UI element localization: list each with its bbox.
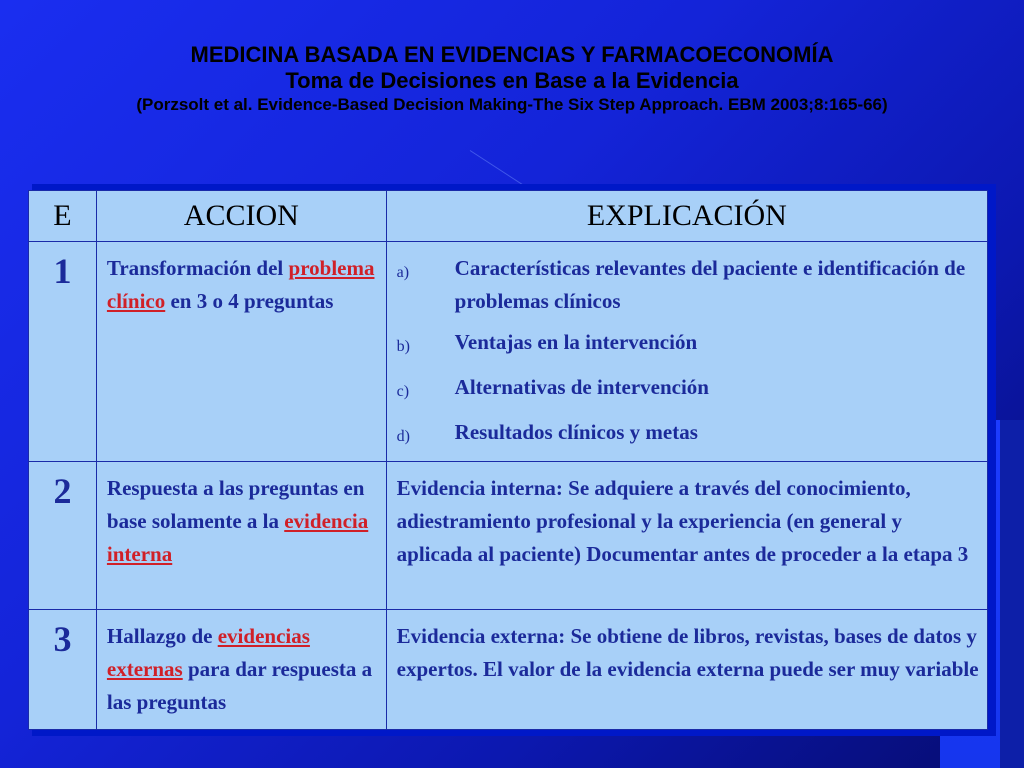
list-marker: c) bbox=[396, 383, 410, 400]
step-accion bbox=[96, 610, 386, 730]
slide-title: MEDICINA BASADA EN EVIDENCIAS Y FARMACOECONOMÍA bbox=[190, 42, 834, 67]
list-item bbox=[397, 371, 979, 408]
header-explicacion: EXPLICACIÓN bbox=[386, 191, 987, 242]
accion-text: Hallazgo de bbox=[106, 624, 218, 648]
step-number: 1 bbox=[29, 242, 97, 462]
steps-table bbox=[28, 190, 988, 730]
list-marker: a) bbox=[396, 264, 410, 281]
list-text: Alternativas de intervención bbox=[454, 375, 709, 399]
step-explicacion: Evidencia externa: Se obtiene de libros, revistas, bases de datos y expertos. El valor de la evidencia externa puede ser muy variable bbox=[386, 610, 987, 730]
list-item bbox=[397, 326, 979, 363]
explicacion-list bbox=[397, 252, 979, 453]
list-text: Resultados clínicos y metas bbox=[454, 420, 698, 444]
step-number: 3 bbox=[29, 610, 97, 730]
step-explicacion bbox=[386, 242, 987, 462]
step-accion bbox=[96, 242, 386, 462]
list-item bbox=[397, 416, 979, 453]
accion-text: Respuesta a las preguntas en base solamente a la bbox=[106, 476, 365, 533]
accion-highlight: problema clínico bbox=[106, 256, 375, 313]
list-marker: b) bbox=[396, 338, 410, 355]
table-row bbox=[29, 242, 988, 462]
slide-citation: (Porzsolt et al. Evidence-Based Decision Making-The Six Step Approach. EBM 2003;8:165-66) bbox=[136, 95, 888, 114]
accion-highlight: evidencia interna bbox=[106, 509, 369, 566]
accion-highlight: evidencias externas bbox=[106, 624, 310, 681]
slide-subtitle: Toma de Decisiones en Base a la Evidencia bbox=[285, 68, 739, 93]
step-explicacion: Evidencia interna: Se adquiere a través del conocimiento, adiestramiento profesional y la experiencia (en general y aplicada al paciente) Documentar antes de proceder a la etapa 3 bbox=[386, 462, 987, 610]
slide-header bbox=[0, 42, 1024, 116]
table-header-row bbox=[29, 191, 988, 242]
step-accion bbox=[96, 462, 386, 610]
step-number: 2 bbox=[29, 462, 97, 610]
list-text: Características relevantes del paciente e identificación de problemas clínicos bbox=[454, 256, 966, 313]
list-text: Ventajas en la intervención bbox=[454, 330, 698, 354]
list-marker: d) bbox=[396, 428, 410, 445]
accion-text: Transformación del bbox=[106, 256, 289, 280]
accion-text: en 3 o 4 preguntas bbox=[165, 289, 334, 313]
table-row bbox=[29, 462, 988, 610]
list-item bbox=[397, 252, 979, 318]
header-accion: ACCION bbox=[96, 191, 386, 242]
header-e: E bbox=[29, 191, 97, 242]
accion-text: para dar respuesta a las preguntas bbox=[106, 657, 373, 714]
table-row bbox=[29, 610, 988, 730]
decorative-block-dark bbox=[1000, 420, 1024, 768]
